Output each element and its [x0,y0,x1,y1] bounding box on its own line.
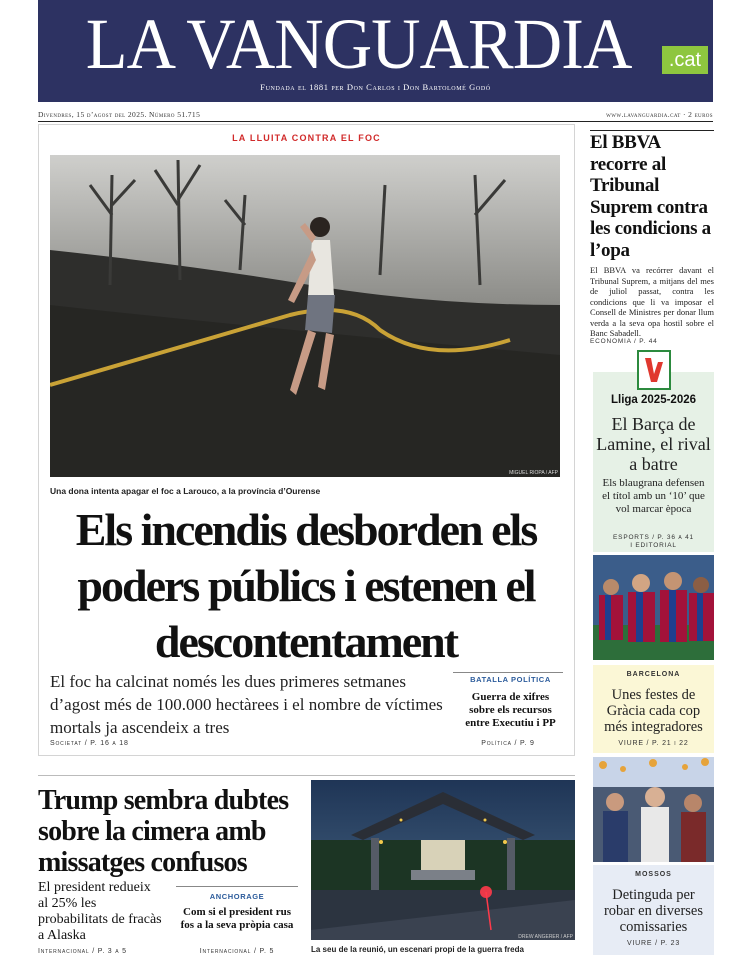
main-photo[interactable] [50,155,560,477]
liga-section: ESPORTS / P. 36 a 41 [613,534,694,541]
side-divider [176,886,298,887]
mossos-headline: Detinguda per robar en diverses comissaries [603,887,704,935]
photo-credit-main: MIGUEL RIOPA / AFP [509,470,558,476]
divider [38,121,713,122]
bbva-body: El BBVA va recórrer davant el Tribunal Suprem, a mitjans del mes de juliol passat, contra les condicions que li va imposar el Consell de Ministres per donar llum verda a la seva opa hostil sobre el Banc Sabadell. [590,265,714,338]
masthead [38,0,713,102]
anchorage-kicker: ANCHORAGE [209,892,265,901]
main-caption: Una dona intenta apagar el foc a Larouco, a la província d’Ourense [50,486,321,496]
main-section[interactable]: Societat / P. 16 a 18 [50,740,129,747]
barca-players-photo[interactable] [593,555,714,660]
main-lead: El foc ha calcinat només les dues primeres setmanes d’agost més de 100.000 hectàrees i el nombre de víctimes mortals ja ascendeix a tres [50,672,443,737]
laliga-logo-icon [637,350,671,390]
side-kicker: BATALLA POLÍTICA [470,675,551,684]
divider [38,775,575,776]
domain-badge[interactable]: .cat [662,46,708,74]
summit-caption: La seu de la reunió, un escenari propi de la guerra freda [311,945,524,954]
barcelona-section: VIURE / P. 21 i 22 [618,740,689,747]
main-headline[interactable]: Els incendis desborden els poders públics i estenen el descontentament [75,504,537,667]
masthead-title: LA VANGUARDIA [85,4,632,84]
dateline-right: www.lavanguardia.cat · 2 euros [606,110,713,119]
trump-headline[interactable]: Trump sembra dubtes sobre la cimera amb missatges confusos [38,785,289,878]
liga-box[interactable] [593,372,714,552]
mossos-section: VIURE / P. 23 [626,940,681,947]
barcelona-kicker: BARCELONA [626,671,681,678]
founded-line: Fundada el 1881 per Don Carlos i Don Bartolomé Godó [260,82,491,92]
dateline-left: Divendres, 15 d’agost del 2025. Número 51.715 [38,110,201,119]
barcelona-box[interactable] [593,665,714,753]
barcelona-headline: Unes festes de Gràcia cada cop més integradores [604,687,703,735]
liga-title: Lliga 2025-2026 [610,394,697,406]
mossos-box[interactable] [593,865,714,955]
liga-body: Els blaugrana defensen el títol amb un ‘10’ que vol marcar època [602,477,705,515]
liga-headline: El Barça de Lamine, el rival a batre [596,414,711,474]
bbva-headline[interactable]: El BBVA recorre al Tribunal Suprem contra les condicions a l’opa [590,132,711,261]
liga-editorial: I EDITORIAL [630,542,677,549]
anchorage-section[interactable]: Internacional / P. 5 [199,948,275,955]
anchorage-title: Com si el president rus fos a la seva pròpia casa [180,906,294,931]
mossos-kicker: MOSSOS [635,871,672,878]
summit-photo[interactable] [311,780,575,940]
side-story-politica[interactable] [458,675,563,730]
main-kicker[interactable]: LA LLUITA CONTRA EL FOC [232,133,381,143]
trump-section[interactable]: Internacional / P. 3 a 5 [38,948,127,955]
side-section[interactable]: Política / P. 9 [481,740,535,747]
side-story-anchorage[interactable] [176,892,298,932]
divider [590,130,714,131]
side-title: Guerra de xifres sobre els recursos entre Executiu i PP [465,691,556,729]
side-divider [453,672,563,673]
bbva-section[interactable]: ECONOMIA / P. 44 [590,338,658,345]
trump-lead: El president redueix al 25% les probabilitats de fracàs a Alaska [38,880,162,943]
photo-credit-summit: DREW ANGERER / AFP [518,934,573,940]
gracia-photo[interactable] [593,757,714,862]
